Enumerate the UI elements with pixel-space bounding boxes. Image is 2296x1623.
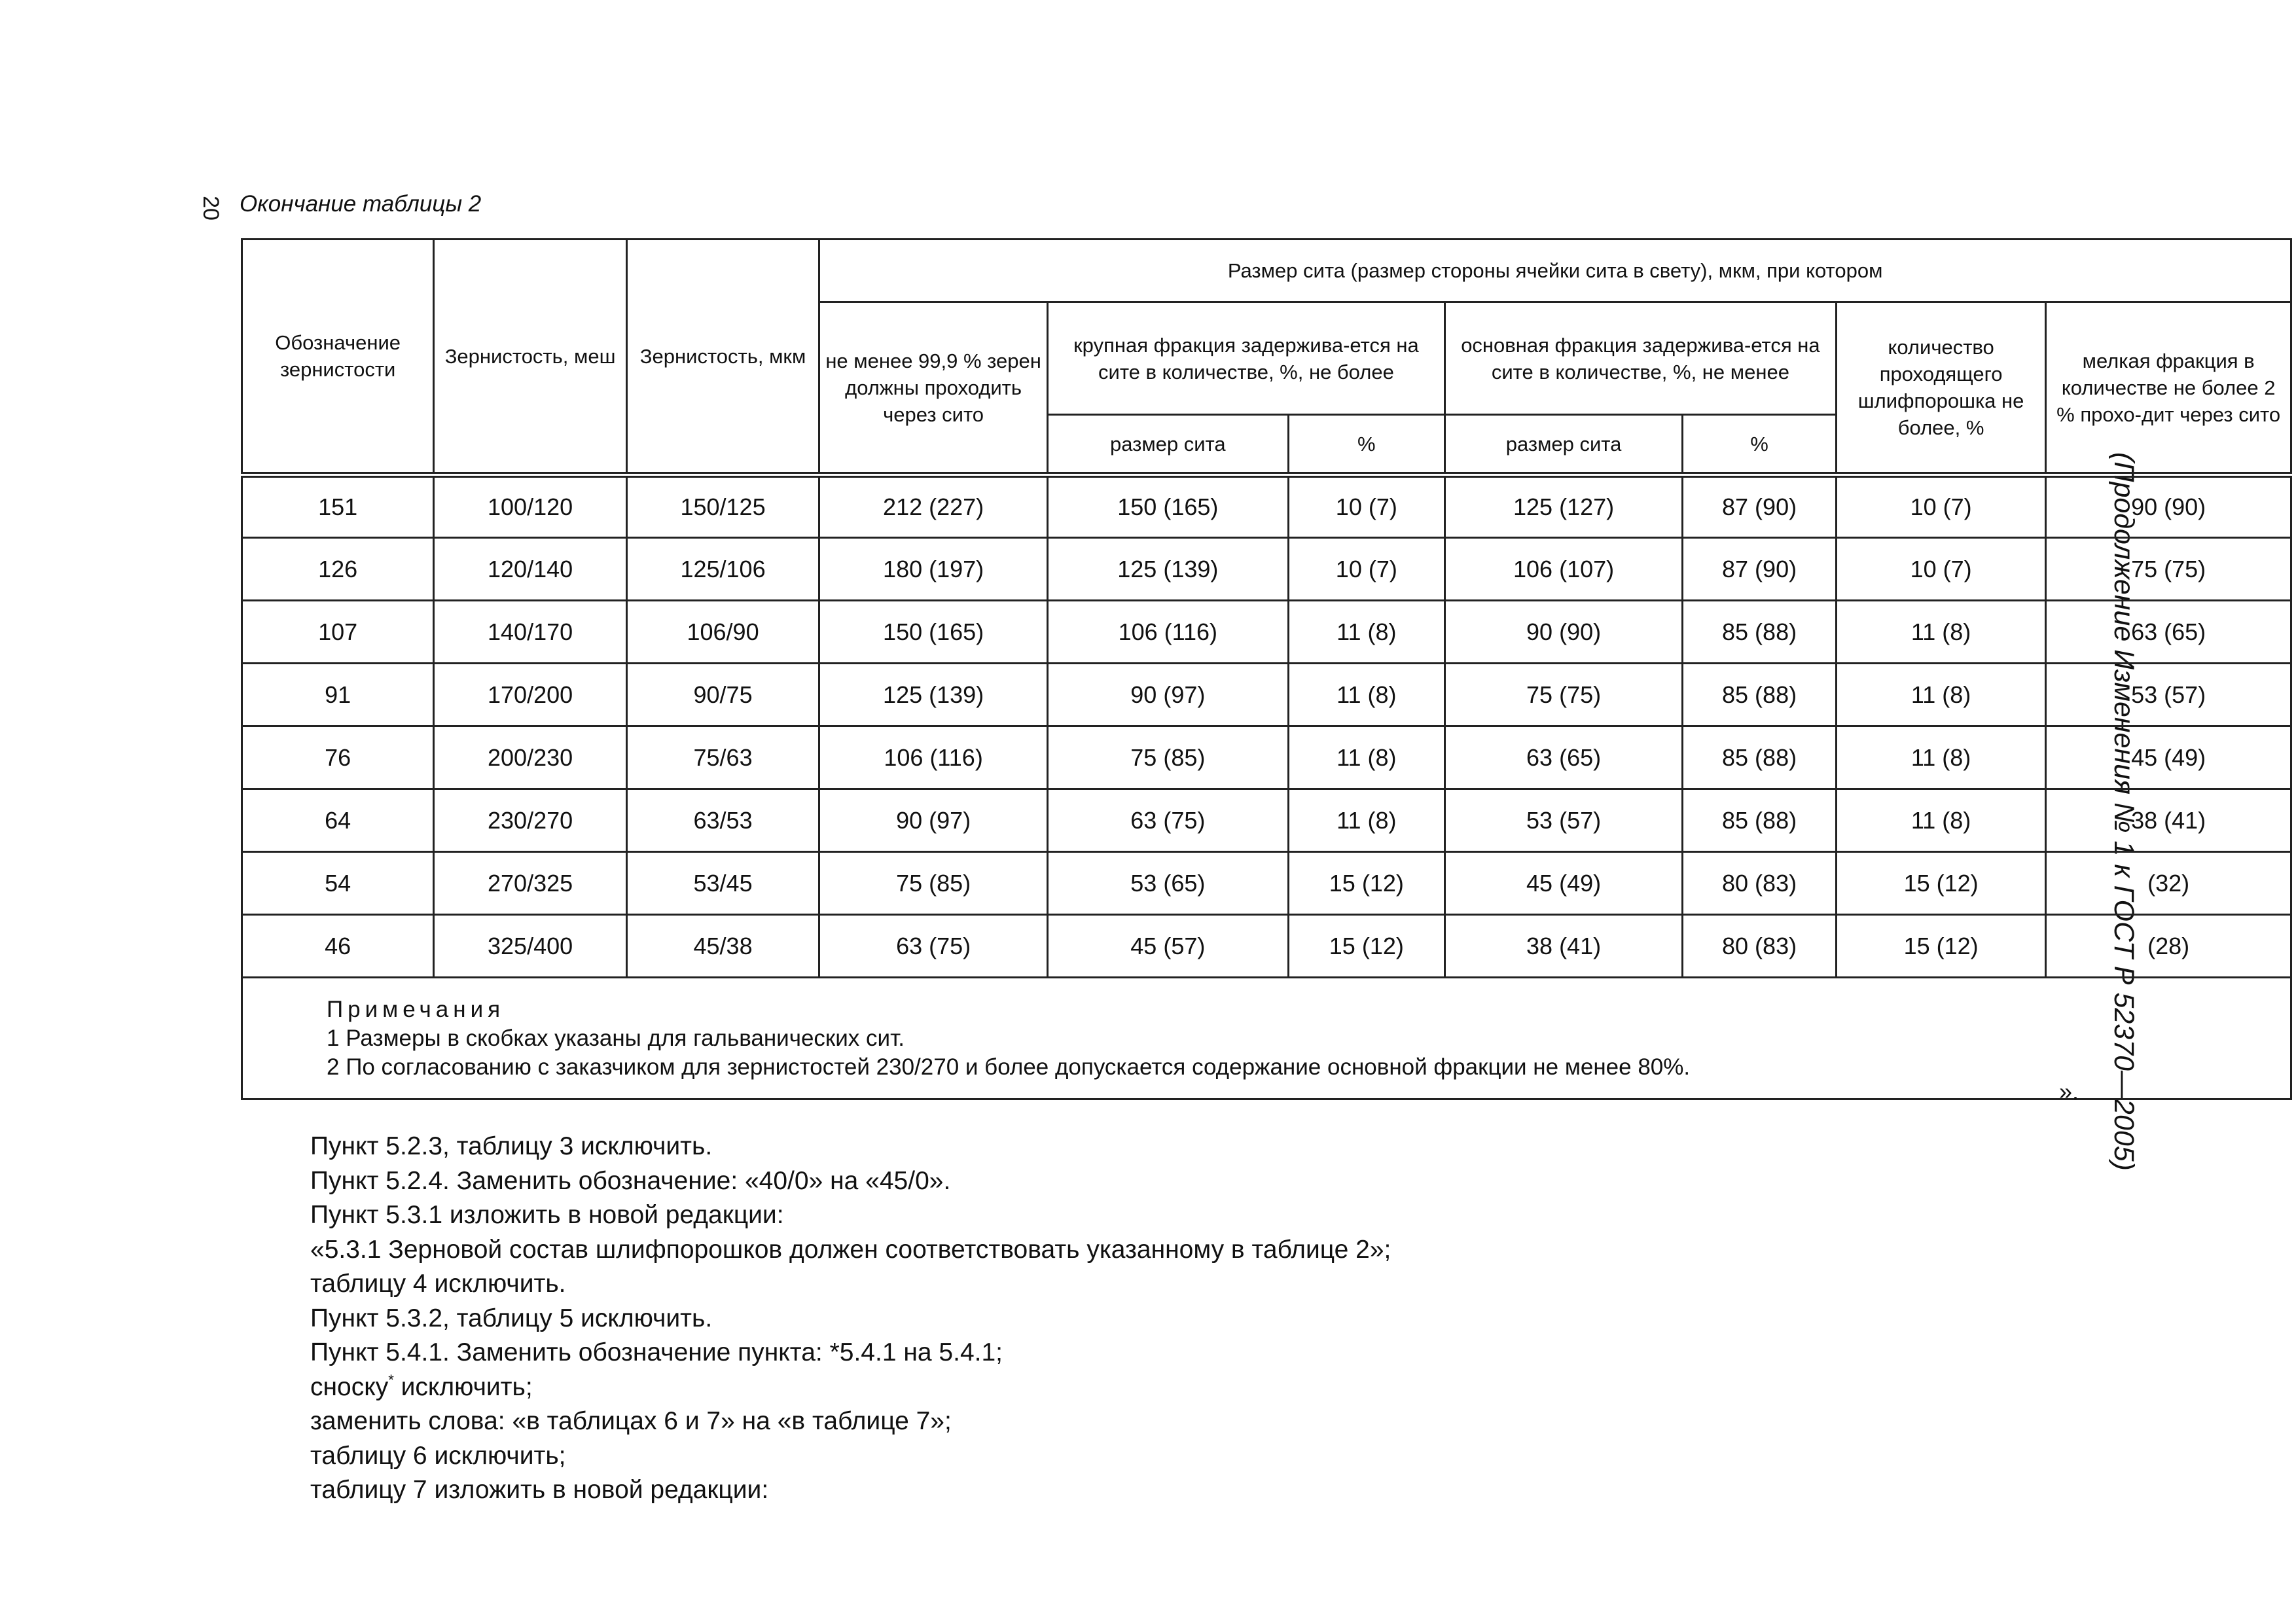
table-cell: 53/45 <box>626 852 819 915</box>
table-cell: 106 (116) <box>1047 601 1288 664</box>
table-cell: 200/230 <box>434 726 626 789</box>
table-cell: 11 (8) <box>1288 601 1444 664</box>
table-cell: 120/140 <box>434 538 626 601</box>
table-row <box>242 538 2291 601</box>
paragraph: Пункт 5.4.1. Заменить обозначение пункта: *5.4.1 на 5.4.1; <box>310 1338 1003 1366</box>
paragraph: заменить слова: «в таблицах 6 и 7» на «в таблице 7»; <box>310 1407 952 1435</box>
notes-cell <box>242 978 2291 1099</box>
table-row <box>242 664 2291 726</box>
table-cell: 11 (8) <box>1836 789 2045 852</box>
subheader-coarse-sieve: размер сита <box>1047 415 1288 475</box>
table-cell: 11 (8) <box>1836 664 2045 726</box>
table-cell: 75 (85) <box>819 852 1048 915</box>
table-cell: (28) <box>2046 915 2291 978</box>
table-cell: 85 (88) <box>1683 601 1837 664</box>
table-row <box>242 601 2291 664</box>
table-cell: 85 (88) <box>1683 726 1837 789</box>
header-pass-999: не менее 99,9 % зерен должны проходить через сито <box>819 302 1048 475</box>
paragraph: Пункт 5.3.1 изложить в новой редакции: <box>310 1201 784 1229</box>
table-cell: 76 <box>242 726 434 789</box>
side-running-title: (Продолжение Изменения № 1 к ГОСТ Р 52370—2005) <box>2108 452 2140 1171</box>
table-cell: 106/90 <box>626 601 819 664</box>
table-cell: 46 <box>242 915 434 978</box>
table-cell: 63 (75) <box>1047 789 1288 852</box>
page-number: 20 <box>198 196 223 221</box>
table-cell: 75 (75) <box>2046 538 2291 601</box>
table-cell: 75 (75) <box>1444 664 1682 726</box>
table-cell: 150/125 <box>626 475 819 538</box>
table-cell: 150 (165) <box>1047 475 1288 538</box>
paragraph: Пункт 5.3.2, таблицу 5 исключить. <box>310 1304 713 1332</box>
table-cell: 140/170 <box>434 601 626 664</box>
header-grit-mesh: Зернистость, меш <box>434 240 626 475</box>
table-cell: 106 (107) <box>1444 538 1682 601</box>
table-cell: 75/63 <box>626 726 819 789</box>
table-caption: Окончание таблицы 2 <box>240 191 482 217</box>
amendment-text <box>310 1130 1391 1508</box>
table-cell: 125 (139) <box>819 664 1048 726</box>
table-cell: 325/400 <box>434 915 626 978</box>
table-cell: 87 (90) <box>1683 538 1837 601</box>
table-cell: 10 (7) <box>1288 475 1444 538</box>
paragraph: таблицу 7 изложить в новой редакции: <box>310 1476 769 1504</box>
table-cell: 15 (12) <box>1836 915 2045 978</box>
subheader-coarse-percent: % <box>1288 415 1444 475</box>
table-cell: 54 <box>242 852 434 915</box>
paragraph: таблицу 4 исключить. <box>310 1270 566 1298</box>
table-cell: 80 (83) <box>1683 915 1837 978</box>
table-cell: 11 (8) <box>1288 789 1444 852</box>
paragraph: Пункт 5.2.4. Заменить обозначение: «40/0» на «45/0». <box>310 1166 951 1195</box>
header-main-fraction: основная фракция задержива-ется на сите в количестве, %, не менее <box>1444 302 1836 415</box>
header-passing-quantity: количество проходящего шлифпорошка не более, % <box>1836 302 2045 475</box>
header-grit-um: Зернистость, мкм <box>626 240 819 475</box>
table-cell: 53 (65) <box>1047 852 1288 915</box>
table-cell: 91 <box>242 664 434 726</box>
table-cell: 45 (49) <box>1444 852 1682 915</box>
table-cell: 10 (7) <box>1288 538 1444 601</box>
footnote-rest: исключить; <box>393 1372 533 1401</box>
table-cell: 63 (75) <box>819 915 1048 978</box>
table-cell: 126 <box>242 538 434 601</box>
table-cell: 90 (90) <box>2046 475 2291 538</box>
grain-size-table <box>241 238 2292 1100</box>
table-cell: 75 (85) <box>1047 726 1288 789</box>
table-cell: 90 (90) <box>1444 601 1682 664</box>
note-2: 2 По согласованию с заказчиком для зернистостей 230/270 и более допускается содержание основной фракции не менее 80%. <box>327 1054 1691 1080</box>
table-cell: 11 (8) <box>1288 726 1444 789</box>
paragraph: «5.3.1 Зерновой состав шлифпорошков должен соответствовать указанному в таблице 2»; <box>310 1235 1391 1264</box>
table-cell: 63 (65) <box>2046 601 2291 664</box>
footnote-word: сноску <box>310 1372 389 1401</box>
closing-quote-mark: ». <box>2059 1078 2079 1105</box>
footnote-marker: * <box>388 1371 394 1388</box>
table-cell: 11 (8) <box>1836 726 2045 789</box>
table-row <box>242 475 2291 538</box>
subheader-main-percent: % <box>1683 415 1837 475</box>
table-cell: 170/200 <box>434 664 626 726</box>
table-cell: 180 (197) <box>819 538 1048 601</box>
paragraph: Пункт 5.2.3, таблицу 3 исключить. <box>310 1132 713 1160</box>
table-cell: 38 (41) <box>2046 789 2291 852</box>
table-cell: 107 <box>242 601 434 664</box>
table-cell: 10 (7) <box>1836 475 2045 538</box>
table-cell: 230/270 <box>434 789 626 852</box>
table-cell: (32) <box>2046 852 2291 915</box>
header-designation: Обозначение зернистости <box>242 240 434 475</box>
table-cell: 38 (41) <box>1444 915 1682 978</box>
note-1: 1 Размеры в скобках указаны для гальванических сит. <box>327 1025 905 1051</box>
notes-title: Примечания <box>327 996 505 1022</box>
paragraph-footnote <box>310 1370 1391 1405</box>
table-body <box>242 475 2291 978</box>
subheader-main-sieve: размер сита <box>1444 415 1682 475</box>
table-row <box>242 726 2291 789</box>
table-cell: 53 (57) <box>2046 664 2291 726</box>
table-cell: 125/106 <box>626 538 819 601</box>
table-row <box>242 915 2291 978</box>
table-cell: 10 (7) <box>1836 538 2045 601</box>
table-cell: 11 (8) <box>1836 601 2045 664</box>
table-row <box>242 789 2291 852</box>
header-fine-fraction: мелкая фракция в количестве не более 2 % прохо-дит через сито <box>2046 302 2291 475</box>
table-cell: 125 (127) <box>1444 475 1682 538</box>
table-cell: 85 (88) <box>1683 789 1837 852</box>
table-cell: 64 <box>242 789 434 852</box>
paragraph: таблицу 6 исключить; <box>310 1441 566 1470</box>
table-row <box>242 852 2291 915</box>
table-cell: 80 (83) <box>1683 852 1837 915</box>
table-cell: 150 (165) <box>819 601 1048 664</box>
table-cell: 212 (227) <box>819 475 1048 538</box>
table-cell: 15 (12) <box>1288 915 1444 978</box>
table-cell: 11 (8) <box>1288 664 1444 726</box>
table-cell: 15 (12) <box>1836 852 2045 915</box>
table-cell: 90 (97) <box>1047 664 1288 726</box>
table-cell: 90/75 <box>626 664 819 726</box>
table-cell: 125 (139) <box>1047 538 1288 601</box>
table-cell: 63/53 <box>626 789 819 852</box>
header-coarse-fraction: крупная фракция задержива-ется на сите в количестве, %, не более <box>1047 302 1444 415</box>
table-cell: 100/120 <box>434 475 626 538</box>
table-cell: 45 (57) <box>1047 915 1288 978</box>
table-cell: 53 (57) <box>1444 789 1682 852</box>
table-cell: 90 (97) <box>819 789 1048 852</box>
table-cell: 63 (65) <box>1444 726 1682 789</box>
table-cell: 106 (116) <box>819 726 1048 789</box>
table-cell: 45 (49) <box>2046 726 2291 789</box>
table-cell: 45/38 <box>626 915 819 978</box>
header-sieve-group: Размер сита (размер стороны ячейки сита в свету), мкм, при котором <box>819 240 2291 302</box>
table-cell: 151 <box>242 475 434 538</box>
table-cell: 15 (12) <box>1288 852 1444 915</box>
table-cell: 87 (90) <box>1683 475 1837 538</box>
table-cell: 270/325 <box>434 852 626 915</box>
table-cell: 85 (88) <box>1683 664 1837 726</box>
